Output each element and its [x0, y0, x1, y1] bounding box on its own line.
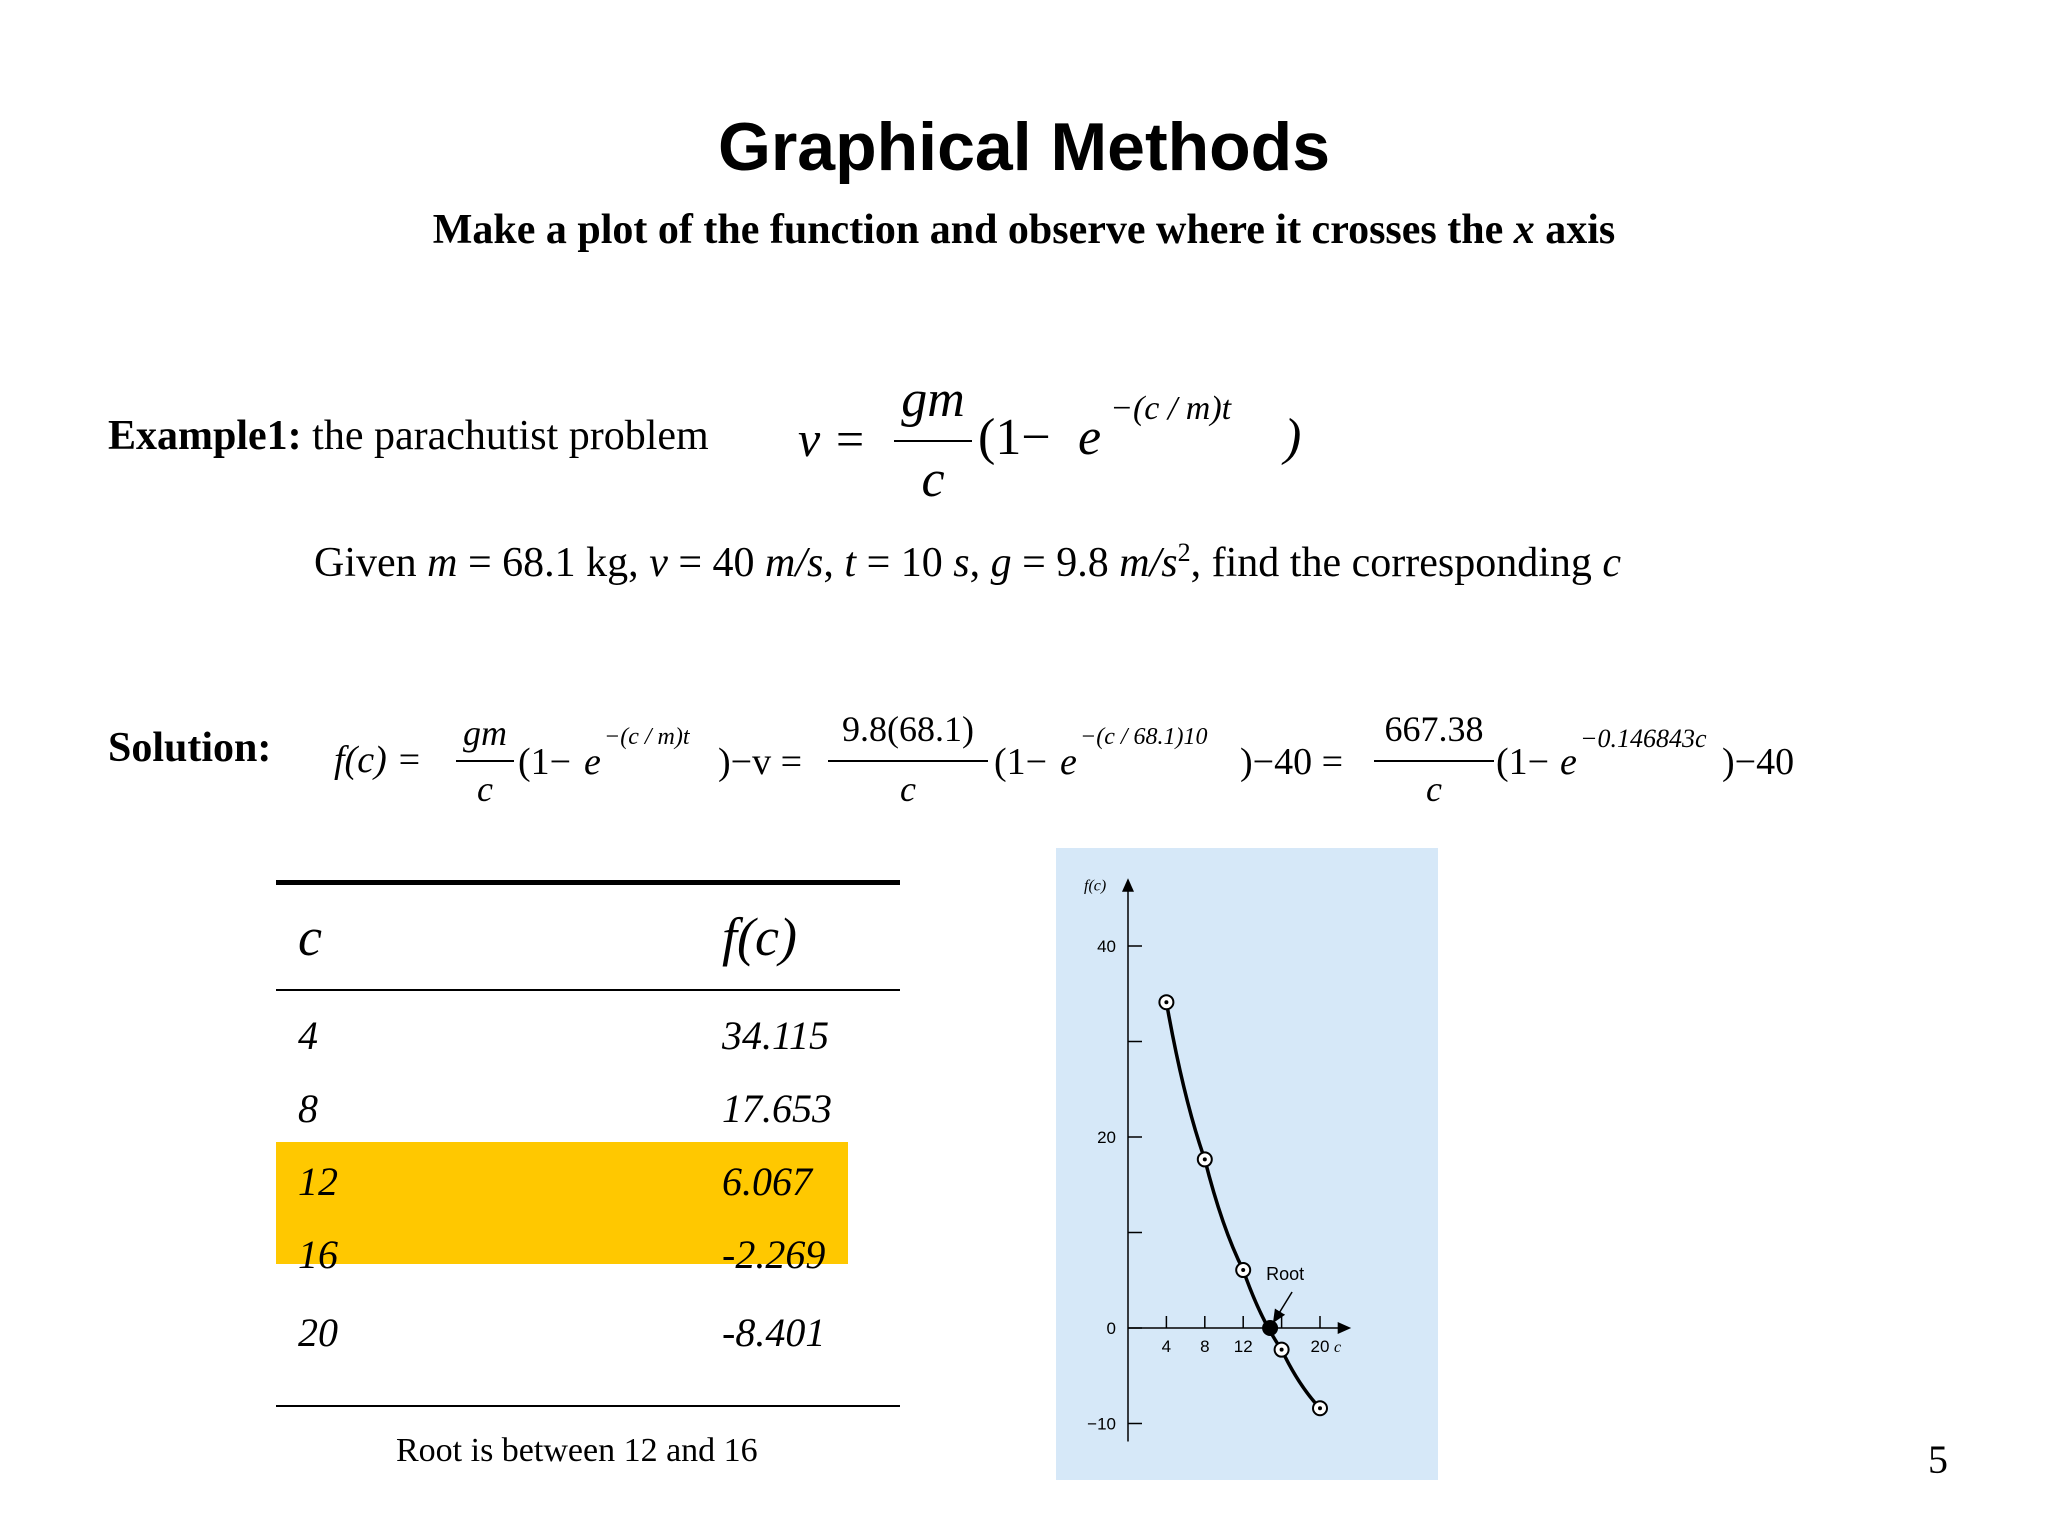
f2-paren-close: )−40 = — [1240, 741, 1344, 783]
root-label: Root — [1266, 1264, 1305, 1284]
var-g: g — [990, 540, 1012, 586]
v-numerator: gm — [901, 371, 965, 428]
y-tick-label: 20 — [1097, 1128, 1116, 1147]
subtitle-text: Make a plot of the function and observe where it crosses the — [432, 207, 1514, 253]
unit-g: m/s — [1119, 540, 1178, 586]
f-lhs: f(c) = — [334, 739, 422, 781]
cell-fc: -2.269 — [722, 1232, 826, 1277]
unit-t: s — [953, 540, 970, 586]
solution-label: Solution: — [108, 725, 272, 771]
f1-exponent: −(c / m)t — [604, 724, 690, 750]
sep: , — [823, 540, 845, 586]
example-line — [108, 412, 709, 460]
header-c: c — [276, 883, 700, 991]
subtitle-var: x — [1513, 207, 1535, 253]
v-lhs: v = — [798, 411, 867, 467]
example-text: the parachutist problem — [301, 413, 709, 459]
v-denominator: c — [921, 451, 945, 508]
data-point-center — [1203, 1157, 1207, 1161]
given-text: Given — [314, 540, 428, 586]
f1-numerator: gm — [463, 713, 507, 753]
f2-fraction-bar — [828, 760, 988, 762]
f3-e: e — [1560, 741, 1577, 783]
f2-paren-open: (1− — [994, 741, 1048, 783]
f3-exponent: −0.146843c — [1580, 724, 1707, 753]
var-m: m — [427, 540, 458, 586]
table-row — [276, 1072, 900, 1145]
val-m: = 68.1 kg, — [457, 540, 650, 586]
given-line — [314, 538, 1621, 587]
y-tick-label: 0 — [1106, 1319, 1116, 1338]
f1-paren-open: (1− — [518, 741, 572, 783]
f3-fraction-bar — [1374, 760, 1494, 762]
data-table — [276, 880, 900, 1407]
v-exponent: −(c / m)t — [1110, 390, 1232, 427]
f3-paren-close: )−40 — [1722, 741, 1795, 783]
given-text-end: , find the corresponding — [1190, 540, 1603, 586]
x-tick-label: 20 — [1310, 1337, 1330, 1356]
f1-fraction-bar — [456, 760, 514, 762]
var-c: c — [1602, 540, 1622, 586]
root-arrow — [1276, 1292, 1292, 1318]
subtitle-text-end: axis — [1534, 207, 1616, 253]
cell-c: 12 — [298, 1159, 338, 1204]
f2-numerator: 9.8(68.1) — [842, 709, 974, 749]
var-v: v — [649, 540, 668, 586]
table-row — [276, 1291, 900, 1406]
x-axis-label: c — [1334, 1339, 1342, 1356]
v-fraction-bar — [894, 440, 972, 442]
cell-fc: -8.401 — [700, 1291, 900, 1406]
f1-paren-close: )−v = — [718, 741, 803, 783]
cell-c: 20 — [276, 1291, 700, 1406]
function-plot — [1056, 848, 1438, 1480]
slide-title: Graphical Methods — [717, 109, 1331, 185]
v-paren-open: (1− — [978, 409, 1051, 466]
val-v: = 40 — [667, 540, 766, 586]
cell-c: 4 — [298, 1013, 318, 1058]
table-row — [276, 990, 900, 1072]
header-fc: f(c) — [700, 883, 900, 991]
y-axis-label: f(c) — [1084, 877, 1107, 895]
y-tick-label: −10 — [1087, 1414, 1116, 1434]
f3-denominator: c — [1426, 769, 1442, 809]
f3-numerator: 667.38 — [1384, 709, 1484, 749]
unit-g-exp: 2 — [1177, 538, 1191, 567]
f2-e: e — [1060, 741, 1077, 783]
val-g: = 9.8 — [1011, 540, 1120, 586]
root-note: Root is between 12 and 16 — [396, 1432, 758, 1469]
sep: , — [969, 540, 991, 586]
cell-fc: 6.067 — [722, 1159, 812, 1204]
data-point-center — [1280, 1348, 1284, 1352]
f3-paren-open: (1− — [1496, 741, 1550, 783]
x-tick-label: 4 — [1161, 1337, 1172, 1356]
root-point — [1262, 1320, 1278, 1336]
table-header-row — [276, 883, 900, 991]
table-row — [276, 1218, 900, 1291]
plot-svg — [1056, 848, 1438, 1480]
slide-subtitle — [0, 206, 2048, 254]
cell-c: 16 — [298, 1232, 338, 1277]
val-t: = 10 — [856, 540, 954, 586]
data-point-center — [1318, 1406, 1322, 1410]
cell-fc: 17.653 — [722, 1086, 832, 1131]
x-tick-label: 8 — [1200, 1337, 1210, 1356]
v-paren-close: ) — [1284, 409, 1302, 466]
f1-e: e — [584, 741, 601, 783]
v-e: e — [1078, 409, 1102, 466]
f2-exponent: −(c / 68.1)10 — [1080, 724, 1208, 750]
table-row — [276, 1145, 900, 1218]
x-tick-label: 12 — [1233, 1337, 1253, 1356]
page-number: 5 — [1928, 1437, 1948, 1482]
example-label: Example1: — [108, 413, 302, 459]
cell-c: 8 — [298, 1086, 318, 1131]
cell-fc: 34.115 — [722, 1013, 830, 1058]
data-point-center — [1241, 1268, 1245, 1272]
var-t: t — [844, 540, 857, 586]
data-point-center — [1164, 1000, 1168, 1004]
unit-v: m/s — [765, 540, 824, 586]
f2-denominator: c — [900, 769, 916, 809]
y-tick-label: 40 — [1097, 937, 1116, 956]
f1-denominator: c — [477, 769, 493, 809]
